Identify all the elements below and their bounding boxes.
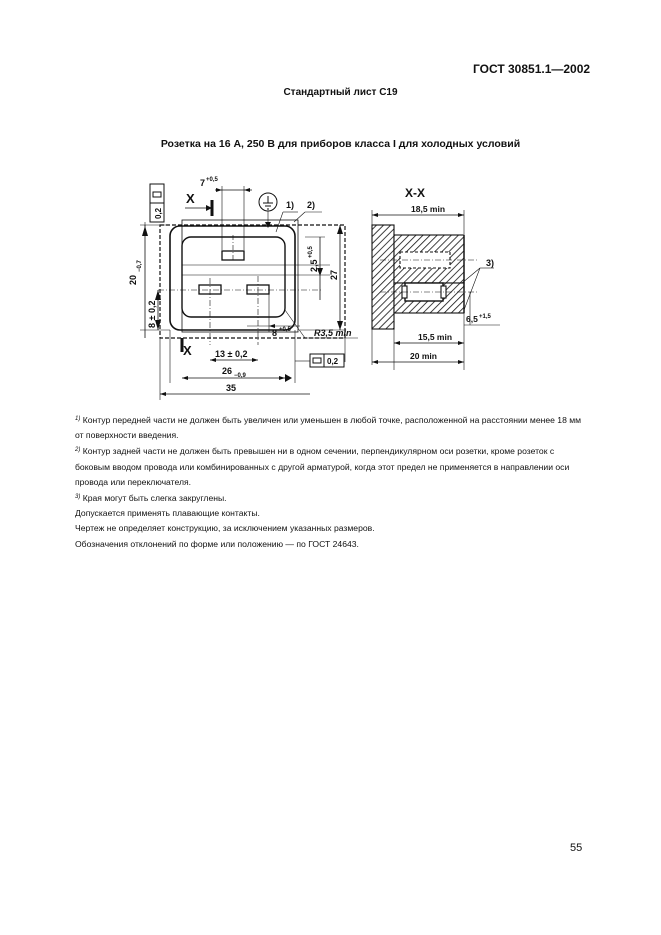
dim-35: 35 xyxy=(226,383,237,393)
dim-27: 27 xyxy=(329,269,339,280)
tol-frame-value-top: 0,2 xyxy=(154,207,163,219)
dim-26: 26 xyxy=(222,366,233,376)
dim-20: 20 xyxy=(128,274,138,285)
sheet-title: Стандартный лист С19 xyxy=(283,87,398,98)
tol-frame-value-bottom: 0,2 xyxy=(327,357,339,366)
page-number: 55 xyxy=(570,842,583,854)
section-mark-x-top: X xyxy=(186,191,195,206)
section-front-wall xyxy=(372,225,394,329)
ref-3: 3) xyxy=(486,258,495,268)
note-6: Обозначения отклонений по форме или положению — по ГОСТ 24643. xyxy=(75,538,359,549)
standard-number: ГОСТ 30851.1—2002 xyxy=(473,62,591,76)
dim-2-5-tol: +0,5 xyxy=(308,246,314,258)
front-view xyxy=(140,184,358,400)
section-label: X-X xyxy=(405,186,426,200)
dim-15-5: 15,5 min xyxy=(418,332,453,342)
dim-26-tol: −0,9 xyxy=(234,373,246,379)
note-4: Допускается применять плавающие контакты. xyxy=(75,508,260,519)
ref-1: 1) xyxy=(286,200,295,210)
dim-6-5: 6,5 xyxy=(466,314,478,324)
note-1: $^{1)}$ Контур передней части не должен быть увеличен или уменьшен в любой точке, расположенной на расстоянии менее 18 мм от поверхности введения. xyxy=(75,415,582,441)
dim-8: 8 ± 0,2 xyxy=(147,300,157,328)
dim-20-tol: −0,7 xyxy=(137,260,143,272)
dim-18-5: 18,5 min xyxy=(411,204,446,214)
dim-8b-tol: +0,5 xyxy=(279,327,291,333)
section-view xyxy=(372,210,500,370)
section-mark-x-bottom: X xyxy=(183,343,192,358)
notes xyxy=(75,412,585,552)
note-2: $^{2)}$ Контур задней части не должен быть превышен ни в одном сечении, перпендикулярном оси розетки, кроме розеток с боковым вводом провода или комбинированных с другой арматурой, когда этот предел не применяется в направлении оси провода или переключателя. xyxy=(75,446,570,487)
note-3: $^{3)}$ Края могут быть слегка закруглены. xyxy=(75,493,227,504)
dim-2-5: 2,5 xyxy=(309,259,319,272)
dim-20-min: 20 min xyxy=(410,351,437,361)
note-5: Чертеж не определяет конструкцию, за исключением указанных размеров. xyxy=(75,523,375,534)
dim-r3-5: R3,5 min xyxy=(314,328,352,338)
dim-7-tol: +0,5 xyxy=(206,177,218,183)
dim-13: 13 ± 0,2 xyxy=(215,349,248,359)
outer-contour-dashed xyxy=(160,225,345,338)
figure-title: Розетка на 16 А, 250 В для приборов класса I для холодных условий xyxy=(160,138,521,150)
dim-8b: 8 xyxy=(272,328,278,338)
dim-7: 7 xyxy=(200,178,206,188)
front-face xyxy=(170,226,295,330)
ref-2: 2) xyxy=(307,200,316,210)
inner-recess xyxy=(182,237,285,317)
dim-6-5-tol: +1,5 xyxy=(479,314,491,320)
